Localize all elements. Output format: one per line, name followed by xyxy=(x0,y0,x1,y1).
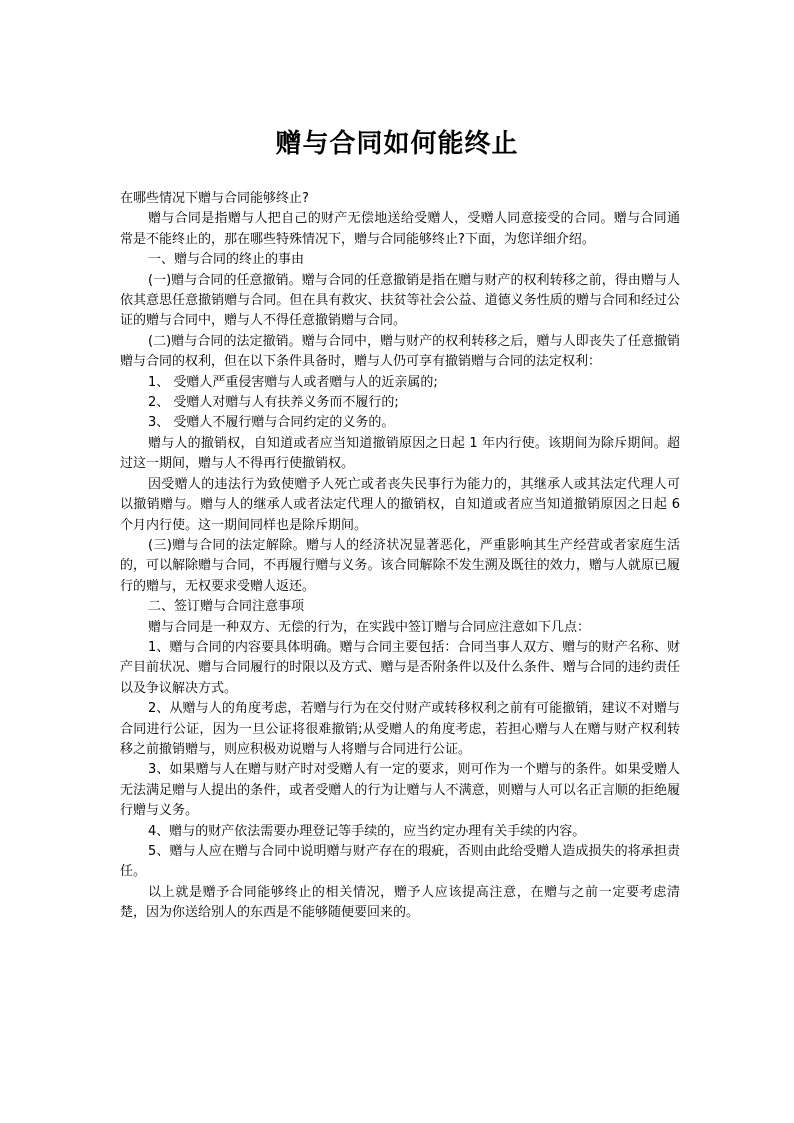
paragraph-statutory-termination: (三)赠与合同的法定解除。赠与人的经济状况显著恶化，严重影响其生产经营或者家庭生活的，可以解除赠与合同，不再履行赠与义务。该合同解除不发生溯及既往的效力，赠与人就原已履行的赠与，无权要求受赠人返还。 xyxy=(120,537,680,594)
note-item-5: 5、赠与人应在赠与合同中说明赠与财产存在的瑕疵，否则由此给受赠人造成损失的将承担责任。 xyxy=(120,844,680,880)
note-item-1: 1、赠与合同的内容要具体明确。赠与合同主要包括：合同当事人双方、赠与的财产名称、财产目前状况、赠与合同履行的时限以及方式、赠与是否附条件以及什么条件、赠与合同的违约责任以及争议解决方式。 xyxy=(120,639,680,696)
list-item-condition-3: 3、 受赠人不履行赠与合同约定的义务的。 xyxy=(148,415,395,431)
note-item-3: 3、如果赠与人在赠与财产时对受赠人有一定的要求，则可作为一个赠与的条件。如果受赠人无法满足赠与人提出的条件，或者受赠人的行为让赠与人不满意，则赠与人可以名正言顺的拒绝履行赠与义务。 xyxy=(120,762,680,819)
note-item-2: 2、从赠与人的角度考虑，若赠与行为在交付财产或转移权利之前有可能撤销，建议不对赠与合同进行公证，因为一旦公证将很难撤销;从受赠人的角度考虑，若担心赠与人在赠与财产权利转移之前撤销赠与，则应积极劝说赠与人将赠与合同进行公证。 xyxy=(120,701,680,757)
list-item-condition-1: 1、 受赠人严重侵害赠与人或者赠与人的近亲属的; xyxy=(148,374,438,390)
paragraph-voluntary-revocation: (一)赠与合同的任意撤销。赠与合同的任意撤销是指在赠与财产的权利转移之前，得由赠与人依其意思任意撤销赠与合同。但在具有救灾、扶贫等社会公益、道德义务性质的赠与合同和经过公证的赠与合同中，赠与人不得任意撤销赠与合同。 xyxy=(120,272,680,329)
lead-question: 在哪些情况下赠与合同能够终止? xyxy=(120,191,309,206)
paragraph-notes-intro: 赠与合同是一种双方、无偿的行为，在实践中签订赠与合同应注意如下几点： xyxy=(148,619,591,635)
note-item-4: 4、赠与的财产依法需要办理登记等手续的，应当约定办理有关手续的内容。 xyxy=(148,823,586,839)
document-body xyxy=(120,189,680,924)
conclusion-paragraph: 以上就是赠予合同能够终止的相关情况，赠予人应该提高注意，在赠与之前一定要考虑清楚，因为你送给别人的东西是不能够随便要回来的。 xyxy=(120,884,680,921)
document-title: 赠与合同如何能终止 xyxy=(275,129,519,159)
paragraph-heir-revocation: 因受赠人的违法行为致使赠予人死亡或者丧失民事行为能力的，其继承人或其法定代理人可以撤销赠与。赠与人的继承人或者法定代理人的撤销权，自知道或者应当知道撤销原因之日起 6 个月内行使。这一期间同样也是除斥期间。 xyxy=(120,476,680,533)
paragraph-revocation-period: 赠与人的撤销权，自知道或者应当知道撤销原因之日起 1 年内行使。该期间为除斥期间。超过这一期间，赠与人不得再行使撤销权。 xyxy=(120,435,680,472)
intro-paragraph: 赠与合同是指赠与人把自己的财产无偿地送给受赠人，受赠人同意接受的合同。赠与合同通常是不能终止的，那在哪些特殊情况下，赠与合同能够终止?下面，为您详细介绍。 xyxy=(120,211,680,247)
section-heading-1: 一、赠与合同的终止的事由 xyxy=(148,252,305,268)
paragraph-statutory-revocation: (二)赠与合同的法定撤销。赠与合同中，赠与财产的权利转移之后，赠与人即丧失了任意撤销赠与合同的权利，但在以下条件具备时，赠与人仍可享有撤销赠与合同的法定权利： xyxy=(120,333,680,370)
list-item-condition-2: 2、 受赠人对赠与人有扶养义务而不履行的; xyxy=(148,395,399,411)
section-heading-2: 二、签订赠与合同注意事项 xyxy=(148,599,305,615)
